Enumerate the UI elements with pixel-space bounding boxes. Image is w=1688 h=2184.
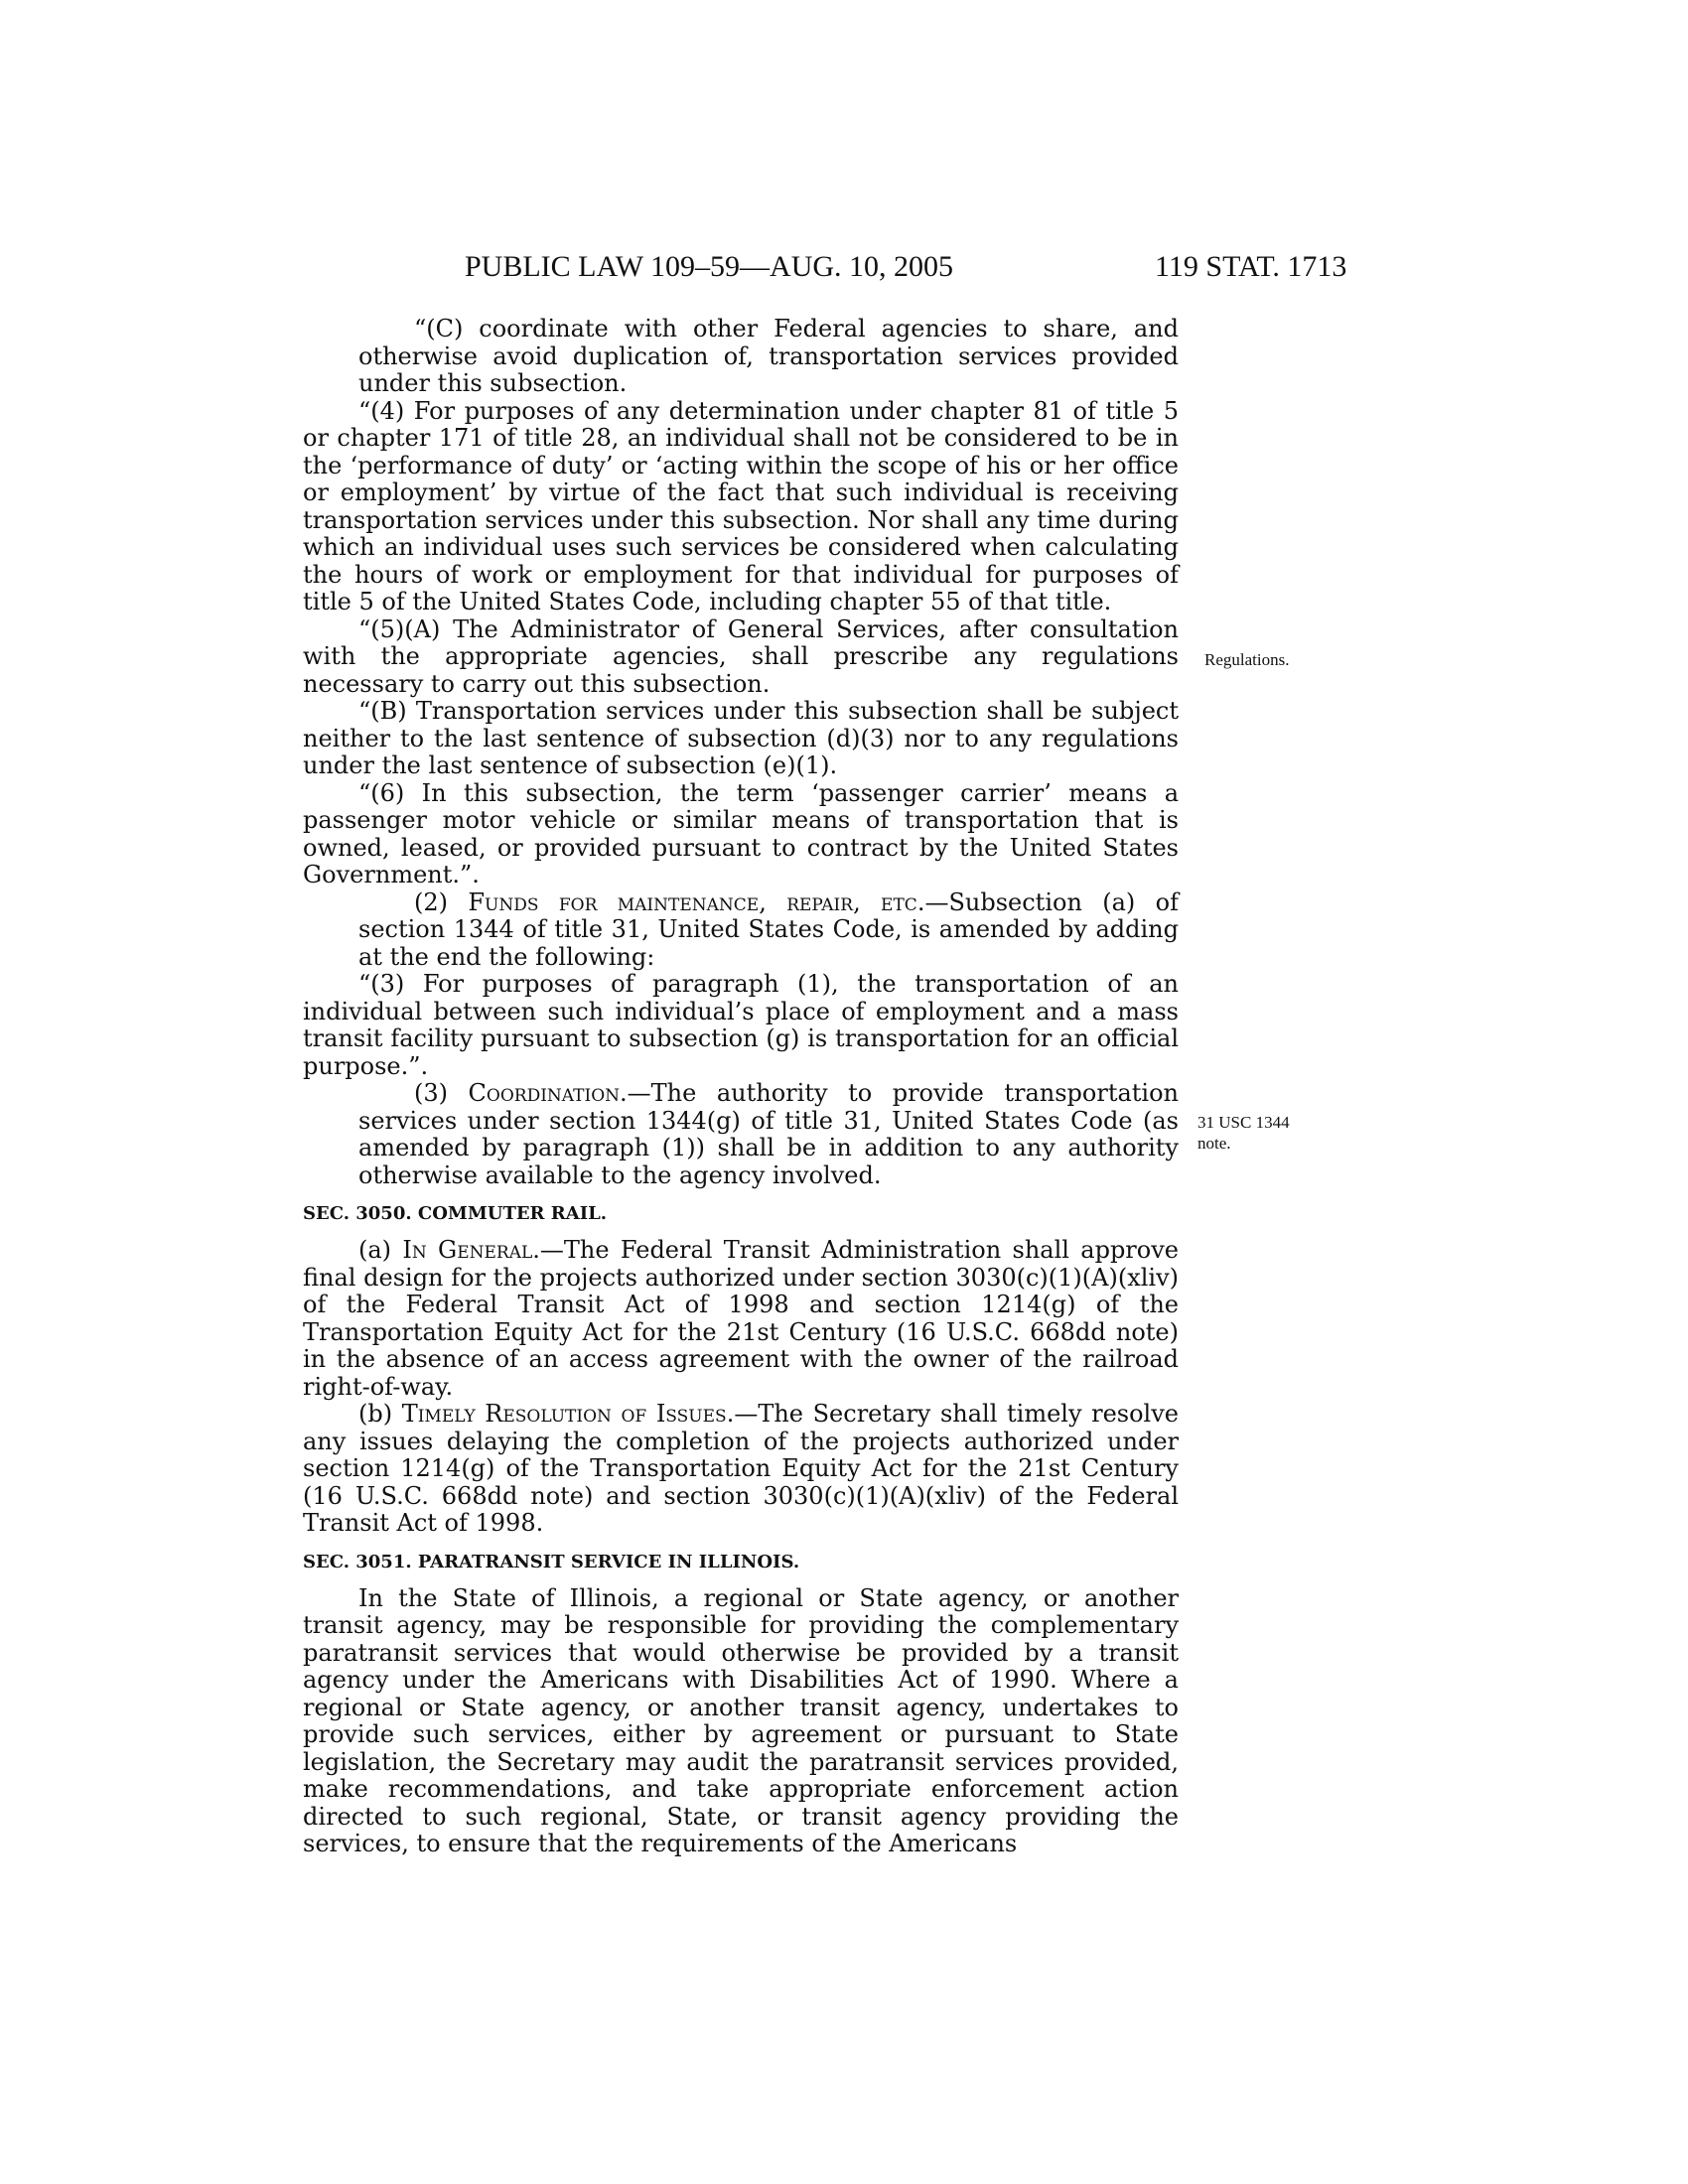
paragraph-3-heading: Coordination: [468, 1079, 621, 1107]
paragraph-5b: “(B) Transportation services under this subsection shall be subject neither to the last sentence of subsection (d)(3) nor to any regulations under the last sentence of subsection (e)(1).: [303, 697, 1179, 779]
paragraph-3-text: .—The authority to provide transportation services under section 1344(g) of title 31, United States Code (as amended by paragraph (1)) shall be in addition to any authority otherwise available to the agency involved.: [358, 1079, 1179, 1189]
paragraph-3-quoted: “(3) For purposes of paragraph (1), the transportation of an individual between such individual’s place of employment and a mass transit facility pursuant to subsection (g) is transportation for an official purpose.”.: [303, 970, 1179, 1080]
paragraph-5a: “(5)(A) The Administrator of General Services, after consultation with the appropriate agencies, shall prescribe any regulations necessary to carry out this subsection.: [303, 614, 1179, 698]
public-law-title: PUBLIC LAW 109–59—AUG. 10, 2005: [465, 250, 954, 283]
paragraph-3-number: (3): [414, 1079, 448, 1107]
margin-note-usc: [1197, 1112, 1346, 1154]
section-3051-text: In the State of Illinois, a regional or State agency, or another transit agency, may be responsible for providing the complementary paratransit services that would otherwise be provided by a transit agency under the Americans with Disabilities Act of 1990. Where a regional or State agency, or another transit agency, undertakes to provide such services, either by agreement or pursuant to State legislation, the Secretary may audit the paratransit services provided, make recommendations, and take appropriate enforcement action directed to such regional, State, or transit agency providing the services, to ensure that the requirements of the Americans: [303, 1583, 1179, 1857]
section-3050-b: [303, 1401, 1179, 1538]
paragraph-2-text: —Subsection (a) of section 1344 of title 31, United States Code, is amended by adding at the end the following:: [358, 887, 1179, 971]
section-3051-heading: SEC. 3051. PARATRANSIT SERVICE IN ILLINOIS.: [303, 1551, 800, 1572]
margin-note-usc-line2: note.: [1197, 1134, 1231, 1153]
paragraph-2-heading: Funds for maintenance, repair, etc.: [468, 887, 925, 916]
paragraph-2-number: (2): [414, 887, 448, 916]
paragraph-3-coordination: [358, 1080, 1179, 1189]
section-3050-a: [303, 1237, 1179, 1401]
body-text: [303, 316, 1179, 1858]
section-3050-b-heading: Timely Resolution of Issues: [401, 1400, 727, 1428]
section-3050-a-heading: In General: [402, 1236, 533, 1264]
page-header: [0, 250, 1688, 290]
paragraph-4: “(4) For purposes of any determination under chapter 81 of title 5 or chapter 171 of title 28, an individual shall not be considered to be in the ‘performance of duty’ or ‘acting within the scope of his or her office or employment’ by virtue of the fact that such individual is receiving transportation services under this subsection. Nor shall any time during which an individual uses such services be considered when calculating the hours of work or employment for that individual for purposes of title 5 of the United States Code, including chapter 55 of that title.: [303, 396, 1179, 615]
statute-page-number: 119 STAT. 1713: [1155, 250, 1347, 283]
section-3050-a-number: (a): [358, 1236, 392, 1264]
section-3050-a-text: .—The Federal Transit Administration shall approve final design for the projects authorized under section 3030(c)(1)(A)(xliv) of the Federal Transit Act of 1998 and section 1214(g) of the Transportation Equity Act for the 21st Century (16 U.S.C. 668dd note) in the absence of an access agreement with the owner of the railroad right-of-way.: [303, 1236, 1179, 1401]
section-3050-b-text: .—The Secretary shall timely resolve any issues delaying the completion of the projects authorized under section 1214(g) of the Transportation Equity Act for the 21st Century (16 U.S.C. 668dd note) and section 3030(c)(1)(A)(xliv) of the Federal Transit Act of 1998.: [303, 1400, 1179, 1537]
margin-note-usc-line1: 31 USC 1344: [1197, 1113, 1290, 1132]
paragraph-c: “(C) coordinate with other Federal agencies to share, and otherwise avoid duplication of, transportation services provided under this subsection.: [358, 315, 1179, 397]
paragraph-6: “(6) In this subsection, the term ‘passenger carrier’ means a passenger motor vehicle or similar means of transportation that is owned, leased, or provided pursuant to contract by the United States Government.”.: [303, 778, 1179, 888]
margin-note-regulations: Regulations.: [1204, 650, 1290, 669]
paragraph-2-funds: [358, 889, 1179, 972]
section-3050-b-number: (b): [358, 1400, 393, 1428]
section-3050-heading: SEC. 3050. COMMUTER RAIL.: [303, 1203, 608, 1224]
